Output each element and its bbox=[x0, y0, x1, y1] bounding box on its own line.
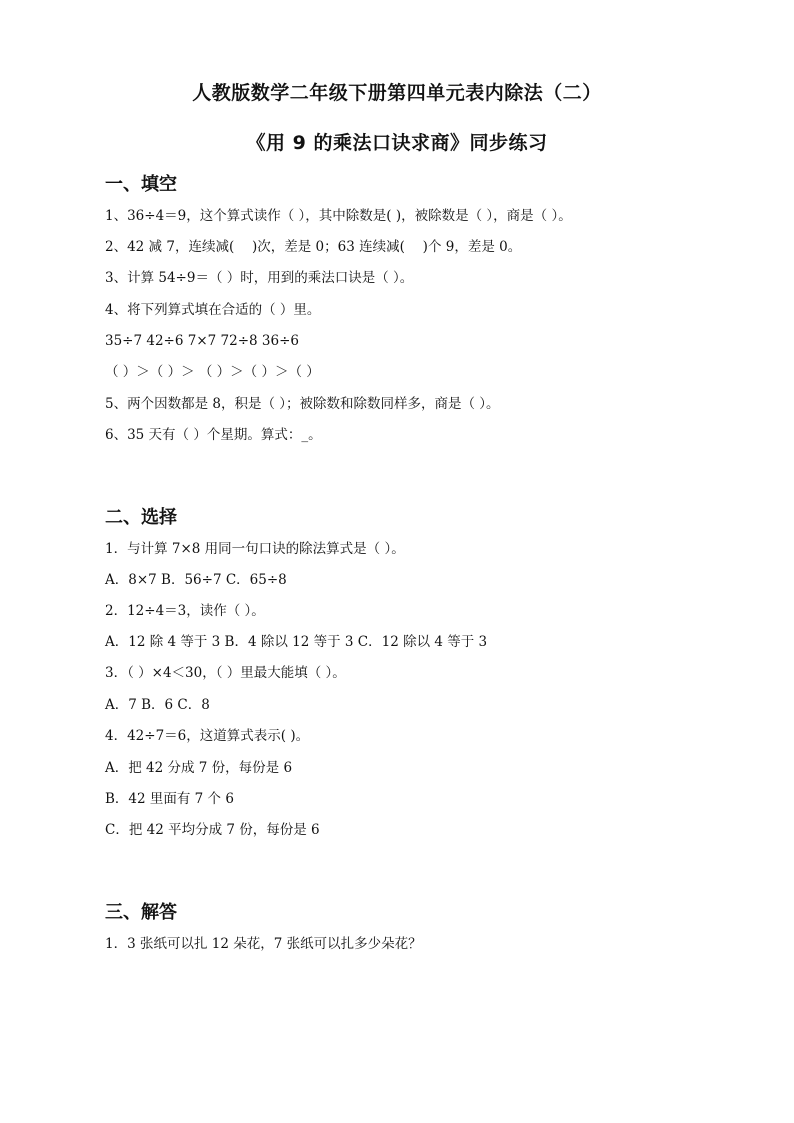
question-line: 35÷7 42÷6 7×7 72÷8 36÷6 bbox=[105, 333, 299, 349]
question-line: 3．（ ）×4＜30，（ ）里最大能填（ ）。 bbox=[105, 665, 346, 681]
option-line: B．42 里面有 7 个 6 bbox=[105, 791, 234, 807]
option-line: A．12 除 4 等于 3 B．4 除以 12 等于 3 C．12 除以 4 等于 3 bbox=[105, 634, 488, 650]
option-line: A．8×7 B．56÷7 C．65÷8 bbox=[105, 572, 287, 588]
question-line: 4．42÷7＝6，这道算式表示( )。 bbox=[105, 728, 310, 744]
option-line: C．把 42 平均分成 7 份，每份是 6 bbox=[105, 822, 320, 838]
question-line: 6、35 天有（ ）个星期。算式：_。 bbox=[105, 427, 322, 443]
question-line: 3、计算 54÷9＝（ ）时，用到的乘法口诀是（ ）。 bbox=[105, 270, 414, 286]
question-line: 1．与计算 7×8 用同一句口诀的除法算式是（ ）。 bbox=[105, 541, 405, 557]
question-line: 2．12÷4＝3，读作（ ）。 bbox=[105, 603, 265, 619]
question-line: （ ）＞（ ）＞ （ ）＞（ ）＞（ ） bbox=[105, 364, 320, 380]
question-line: 4、将下列算式填在合适的（ ）里。 bbox=[105, 302, 321, 318]
worksheet-title: 人教版数学二年级下册第四单元表内除法（二） bbox=[192, 82, 602, 104]
option-line: A．7 B．6 C．8 bbox=[105, 697, 210, 713]
worksheet-subtitle: 《用 9 的乘法口诀求商》同步练习 bbox=[246, 132, 548, 154]
question-line: 1、36÷4＝9，这个算式读作（ ），其中除数是( )，被除数是（ ），商是（ ）。 bbox=[105, 208, 572, 224]
section-heading-multiple-choice: 二、选择 bbox=[105, 507, 177, 528]
section-heading-word-problems: 三、解答 bbox=[105, 902, 177, 923]
section-heading-fill-in: 一、填空 bbox=[105, 174, 177, 195]
question-line: 1．3 张纸可以扎 12 朵花，7 张纸可以扎多少朵花？ bbox=[105, 936, 422, 952]
question-line: 2、42 减 7，连续减( )次，差是 0；63 连续减( )个 9，差是 0。 bbox=[105, 239, 522, 255]
question-line: 5、两个因数都是 8，积是（ ）；被除数和除数同样多，商是（ ）。 bbox=[105, 396, 500, 412]
option-line: A．把 42 分成 7 份，每份是 6 bbox=[105, 760, 293, 776]
